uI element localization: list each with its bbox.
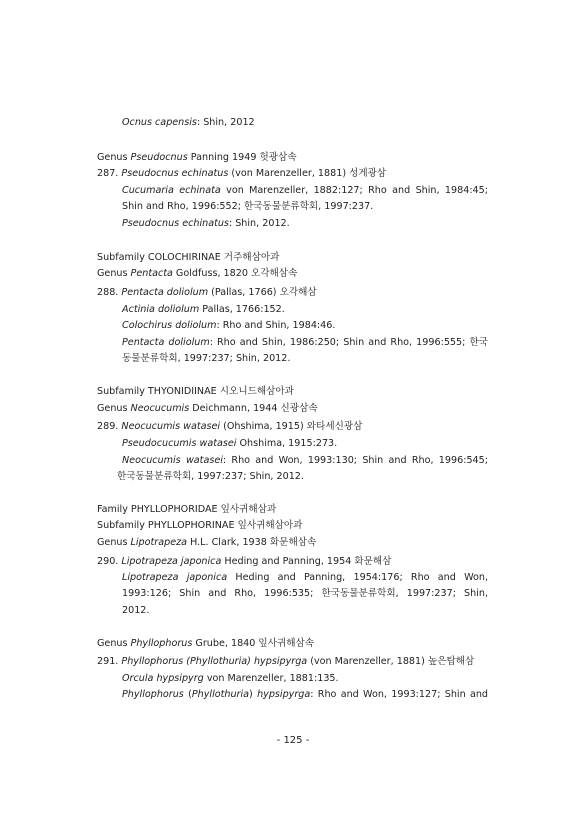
synonym-line: Pseudocucumis watasei Ohshima, 1915:273.: [122, 438, 338, 449]
synonym-line: Orcula hypsipyrg von Marenzeller, 1881:135.: [122, 673, 339, 684]
family-heading: Family PHYLLOPHORIDAE 잎사귀해삼과: [97, 504, 277, 515]
genus-heading: Genus Neocucumis Deichmann, 1944 신광삼속: [97, 403, 318, 414]
genus-heading: Genus Lipotrapeza H.L. Clark, 1938 화문해삼속: [97, 537, 317, 548]
synonym-line: Colochirus doliolum: Rho and Shin, 1984:46.: [122, 320, 336, 331]
synonym-line: Pseudocnus echinatus: Shin, 2012.: [122, 218, 290, 229]
synonym-line: 1993:126; Shin and Rho, 1996:535; 한국동물분류학회, 1997:237; Shin,: [122, 588, 488, 599]
synonym-line: Phyllophorus (Phyllothuria) hypsipyrga: Rho and Won, 1993:127; Shin and: [122, 689, 489, 700]
species-entry: 287. Pseudocnus echinatus (von Marenzeller, 1881) 성게광삼: [97, 168, 387, 179]
synonym-line: Cucumaria echinata von Marenzeller, 1882:127; Rho and Shin, 1984:45;: [122, 185, 488, 196]
synonym-line: Lipotrapeza japonica Heding and Panning, 1954:176; Rho and Won,: [122, 572, 489, 583]
genus-heading: Genus Pseudocnus Panning 1949 헛광삼속: [97, 152, 297, 163]
synonym-line: 한국동물분류학회, 1997:237; Shin, 2012.: [117, 471, 304, 482]
subfamily-heading: Subfamily COLOCHIRINAE 거주해삼아과: [97, 252, 280, 263]
synonym-line: Neocucumis watasei: Rho and Won, 1993:130; Shin and Rho, 1996:545;: [122, 455, 488, 466]
species-entry: 290. Lipotrapeza japonica Heding and Panning, 1954 화문해삼: [97, 556, 392, 567]
genus-heading: Genus Phyllophorus Grube, 1840 잎사귀해삼속: [97, 638, 315, 649]
synonym-line: Shin and Rho, 1996:552; 한국동물분류학회, 1997:237.: [122, 201, 374, 212]
synonym-line: Actinia doliolum Pallas, 1766:152.: [122, 304, 285, 315]
genus-heading: Genus Pentacta Goldfuss, 1820 오각해삼속: [97, 268, 298, 279]
species-entry: 289. Neocucumis watasei (Ohshima, 1915) 와타세신광삼: [97, 421, 363, 432]
species-entry: 291. Phyllophorus (Phyllothuria) hypsipyrga (von Marenzeller, 1881) 높은탑해삼: [97, 656, 475, 667]
subfamily-heading: Subfamily PHYLLOPHORINAE 잎사귀해삼아과: [97, 520, 303, 531]
synonym-line: 동물분류학회, 1997:237; Shin, 2012.: [122, 353, 291, 364]
subfamily-heading: Subfamily THYONIDIINAE 시오니드해삼아과: [97, 386, 294, 397]
species-entry: 288. Pentacta doliolum (Pallas, 1766) 오각해삼: [97, 287, 317, 298]
page-number: - 125 -: [276, 735, 310, 746]
synonym-line: 2012.: [122, 605, 150, 616]
synonym-line: Ocnus capensis: Shin, 2012: [122, 117, 255, 128]
synonym-line: Pentacta doliolum: Rho and Shin, 1986:250; Shin and Rho, 1996:555; 한국: [122, 337, 489, 348]
